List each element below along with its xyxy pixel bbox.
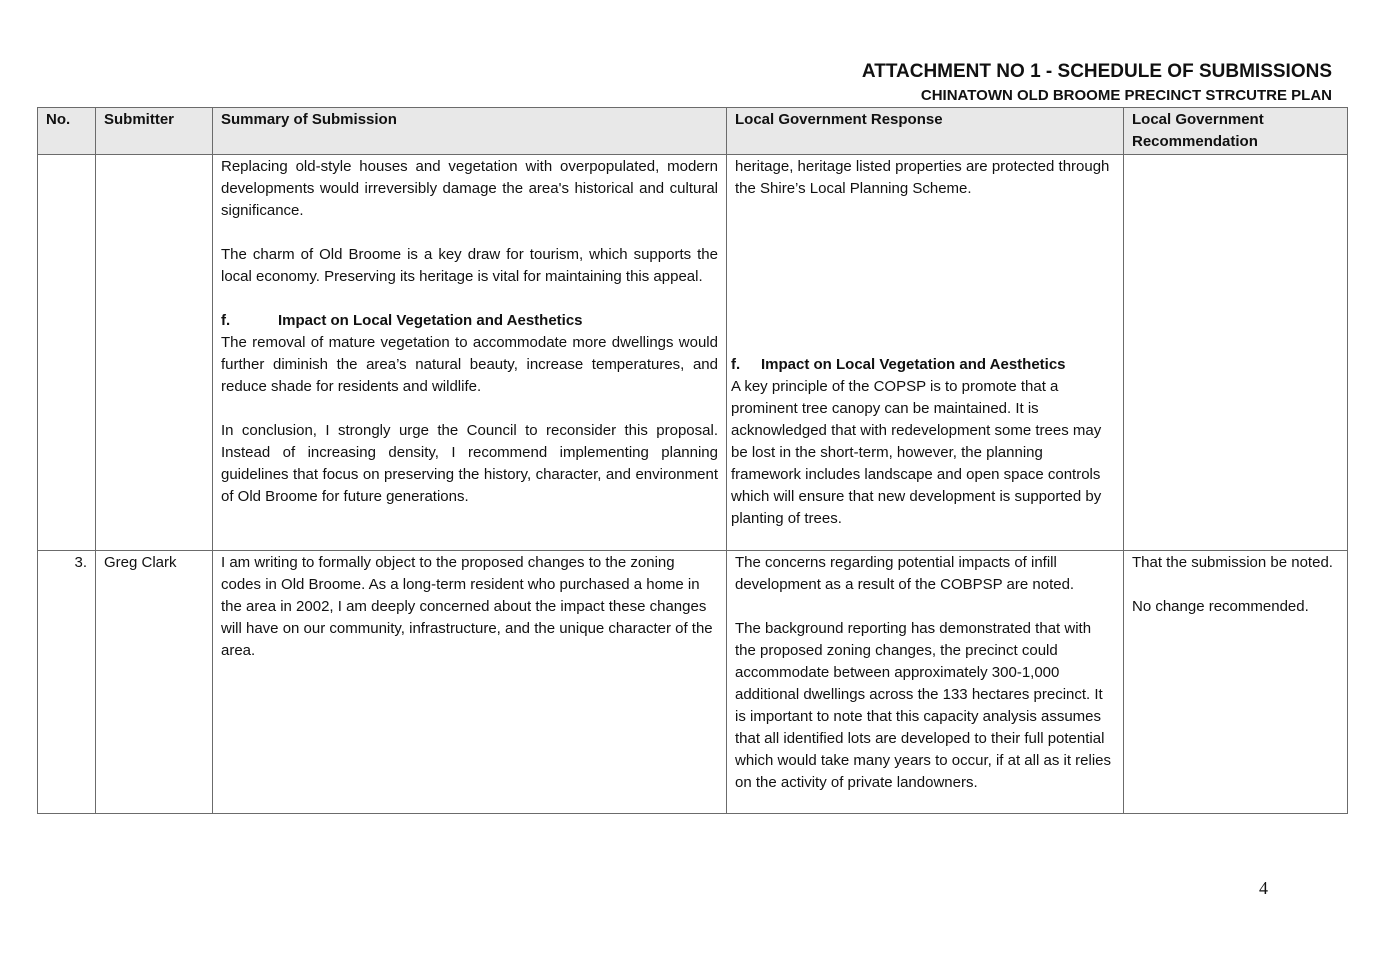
column-header-response: Local Government Response [727, 108, 1124, 155]
recommendation-paragraph: That the submission be noted. [1132, 554, 1333, 571]
summary-section-heading [221, 310, 718, 332]
summary-paragraph: I am writing to formally object to the proposed changes to the zoning codes in Old Broome. As a long-term resident who purchased a home in the area in 2002, I am deeply concerned about the impact these changes will have on our community, infrastructure, and the unique character of the area. [221, 554, 713, 659]
document-title: ATTACHMENT NO 1 - SCHEDULE OF SUBMISSIONS [861, 61, 1332, 82]
column-header-submitter: Submitter [96, 108, 213, 155]
cell-recommendation [1124, 155, 1348, 551]
column-header-recommendation: Local Government Recommendation [1124, 108, 1348, 155]
response-section-label: f. [731, 356, 741, 373]
response-paragraph: The concerns regarding potential impacts of infill development as a result of the COBPSP are noted. [735, 554, 1075, 593]
cell-submitter: Greg Clark [96, 551, 213, 814]
cell-recommendation [1124, 551, 1348, 814]
summary-paragraph: The removal of mature vegetation to accommodate more dwellings would further diminish the area’s natural beauty, increase temperatures, and reduce shade for residents and wildlife. [221, 334, 718, 395]
cell-response [727, 155, 1124, 551]
table-row [38, 551, 1348, 814]
cell-summary [213, 155, 727, 551]
page-number: 4 [1259, 878, 1268, 898]
summary-paragraph: In conclusion, I strongly urge the Council to reconsider this proposal. Instead of increasing density, I recommend implementing planning guidelines that focus on preserving the history, character, and environment of Old Broome for future generations. [221, 422, 718, 505]
summary-section-title: Impact on Local Vegetation and Aesthetics [278, 312, 583, 329]
column-header-summary: Summary of Submission [213, 108, 727, 155]
summary-paragraph: The charm of Old Broome is a key draw for tourism, which supports the local economy. Preserving its heritage is vital for maintaining this appeal. [221, 246, 718, 285]
cell-no [38, 155, 96, 551]
cell-submitter [96, 155, 213, 551]
recommendation-paragraph: No change recommended. [1132, 598, 1309, 615]
cell-response [727, 551, 1124, 814]
response-section-title: Impact on Local Vegetation and Aesthetics [761, 356, 1066, 373]
summary-paragraph: Replacing old-style houses and vegetation with overpopulated, modern developments would irreversibly damage the area's historical and cultural significance. [221, 158, 718, 219]
response-section-heading [731, 354, 1115, 376]
summary-section-label: f. [221, 312, 231, 329]
submissions-table [37, 107, 1348, 814]
column-header-no: No. [38, 108, 96, 155]
response-paragraph: A key principle of the COPSP is to promote that a prominent tree canopy can be maintained. It is acknowledged that with redevelopment some trees may be lost in the short-term, however, the planning framework includes landscape and open space controls which will ensure that new development is supported by planting of trees. [731, 378, 1102, 527]
document-subtitle: CHINATOWN OLD BROOME PRECINCT STRCUTRE PLAN [920, 87, 1332, 104]
response-paragraph: heritage, heritage listed properties are protected through the Shire’s Local Planning Scheme. [735, 158, 1110, 197]
cell-summary [213, 551, 727, 814]
table-row [38, 155, 1348, 551]
cell-no: 3. [38, 551, 96, 814]
table-header-row [38, 108, 1348, 155]
response-paragraph: The background reporting has demonstrated that with the proposed zoning changes, the precinct could accommodate between approximately 300-1,000 additional dwellings across the 133 hectares precinct. It is important to note that this capacity analysis assumes that all identified lots are developed to their full potential which would take many years to occur, if at all as it relies on the activity of private landowners. [735, 620, 1111, 791]
